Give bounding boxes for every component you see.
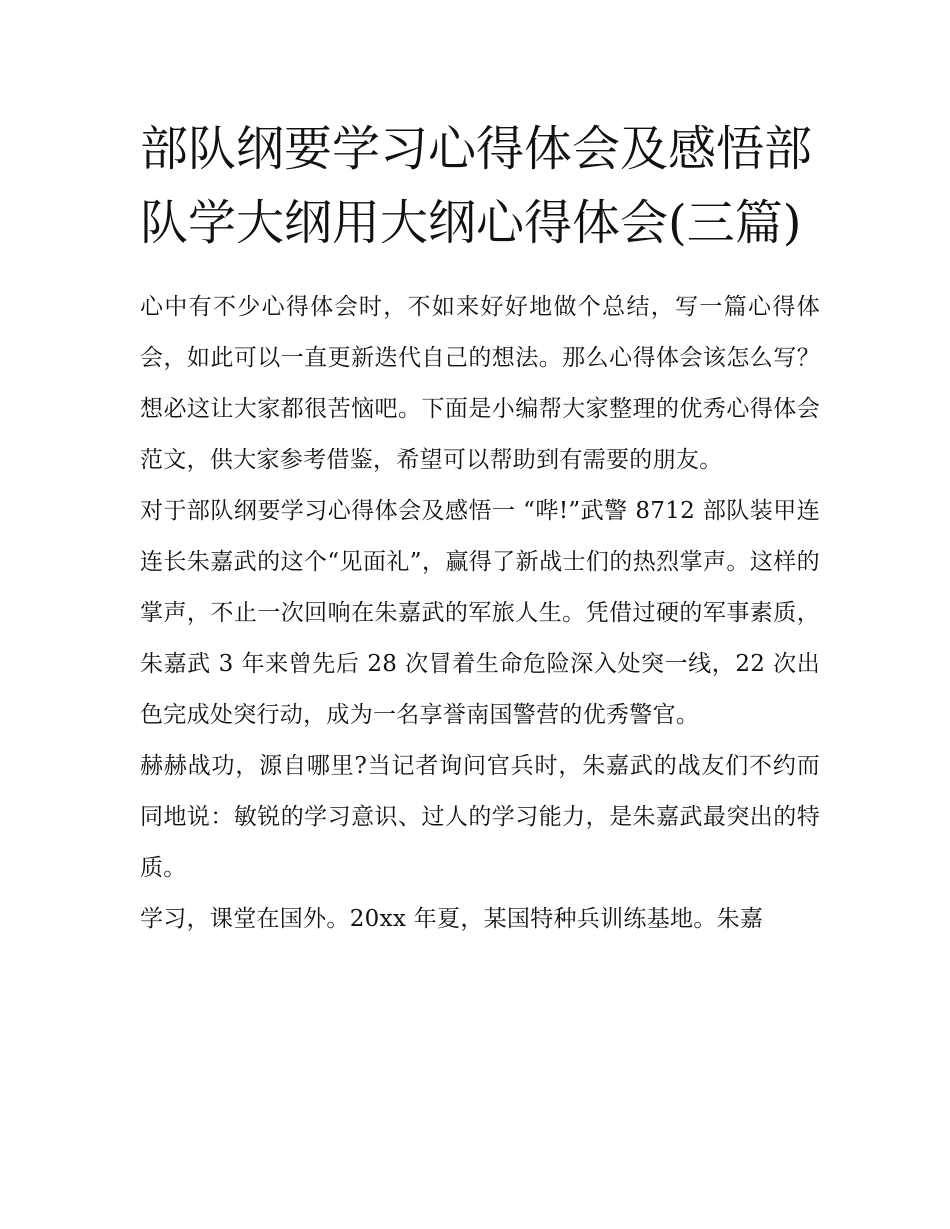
paragraph-question: 赫赫战功，源自哪里?当记者询问官兵时，朱嘉武的战友们不约而同地说：敏锐的学习意识、过人的学习能力，是朱嘉武最突出的特质。 — [140, 753, 820, 881]
document-body — [140, 282, 820, 945]
document-page — [140, 112, 820, 945]
paragraph-study-abroad: 学习，课堂在国外。20xx 年夏，某国特种兵训练基地。朱嘉 — [140, 906, 764, 932]
document-title: 部队纲要学习心得体会及感悟部队学大纲用大纲心得体会(三篇) — [140, 121, 813, 251]
paragraph-intro: 心中有不少心得体会时，不如来好好地做个总结，写一篇心得体会，如此可以一直更新迭代自己的想法。那么心得体会该怎么写？想必这让大家都很苦恼吧。下面是小编帮大家整理的优秀心得体会范文，供大家参考借鉴，希望可以帮助到有需要的朋友。 — [140, 294, 820, 473]
paragraph-story: 对于部队纲要学习心得体会及感悟一 “哔!”武警 8712 部队装甲连连长朱嘉武的这个“见面礼”，赢得了新战士们的热烈掌声。这样的掌声，不止一次回响在朱嘉武的军旅人生。凭借过硬的军事素质，朱嘉武 3 年来曾先后 28 次冒着生命危险深入处突一线，22 次出色完成处突行动，成为一名享誉南国警营的优秀警官。 — [140, 498, 820, 728]
